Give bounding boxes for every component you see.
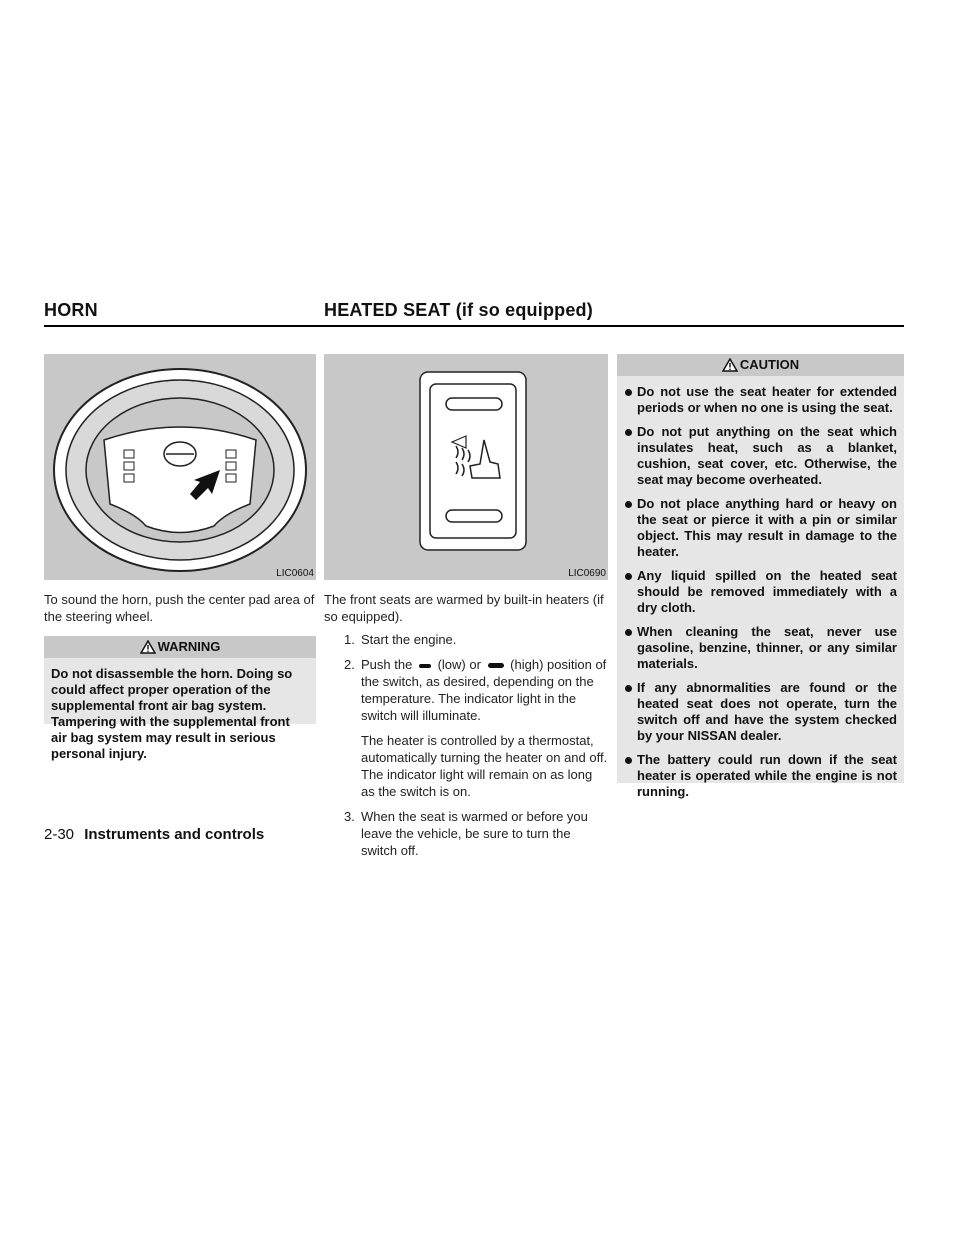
step-extra-text: The heater is controlled by a thermostat, automatically turning the heater on and off. The indicator light will remain on as long as the switch is on. <box>361 733 608 799</box>
step-text-low: (low) or <box>437 657 481 672</box>
step-text-high: (high) position of the switch, as desired, depending on the temperature. The indicator light in the switch will illuminate. <box>361 657 607 723</box>
caution-list <box>624 384 897 800</box>
seat-heater-figure <box>324 354 608 580</box>
heated-seat-intro: The front seats are warmed by built-in heaters (if so equipped). <box>324 592 604 624</box>
page-number: 2-30 <box>44 826 75 843</box>
step-number: 3. <box>344 809 355 824</box>
step-item <box>324 808 608 859</box>
heated-seat-column <box>324 591 608 867</box>
horn-intro: To sound the horn, push the center pad area of the steering wheel. <box>44 592 315 624</box>
caution-title-bar <box>617 354 904 376</box>
warning-box <box>44 636 316 761</box>
step-number: 1. <box>344 632 355 647</box>
warning-title: WARNING <box>157 639 221 654</box>
heading-rule <box>44 325 904 327</box>
caution-item: Any liquid spilled on the heated seat should be removed immediately with a dry cloth. <box>624 568 897 616</box>
step-text: Start the engine. <box>361 632 457 647</box>
caution-triangle-icon <box>722 358 738 372</box>
step-text-pre: Push the <box>361 657 413 672</box>
caution-item: When cleaning the seat, never use gasoline, benzine, thinner, or any similar materials. <box>624 624 897 672</box>
seat-heater-figure-label: LIC0690 <box>568 568 606 579</box>
page-footer <box>44 826 264 843</box>
caution-box <box>617 354 904 799</box>
step-item <box>324 631 608 648</box>
caution-item: Do not put anything on the seat which insulates heat, such as a blanket, cushion, seat cover, etc. Otherwise, the seat may become overheated. <box>624 424 897 488</box>
step-item <box>324 656 608 800</box>
heated-seat-steps <box>324 631 608 859</box>
steering-wheel-illustration <box>44 354 316 580</box>
caution-item: Do not place anything hard or heavy on the seat or pierce it with a pin or similar object. This may result in damage to the heater. <box>624 496 897 560</box>
section-name: Instruments and controls <box>84 826 265 843</box>
seat-heater-switch-illustration <box>324 354 608 580</box>
horn-figure <box>44 354 316 580</box>
horn-heading: HORN <box>44 300 98 320</box>
low-dash-icon <box>418 663 432 669</box>
heated-seat-heading: HEATED SEAT (if so equipped) <box>324 300 593 320</box>
caution-item: Do not use the seat heater for extended periods or when no one is using the seat. <box>624 384 897 416</box>
caution-item: The battery could run down if the seat heater is operated while the engine is not running. <box>624 752 897 800</box>
step-text: When the seat is warmed or before you leave the vehicle, be sure to turn the switch off. <box>361 809 588 858</box>
warning-triangle-icon <box>140 640 156 654</box>
caution-title: CAUTION <box>739 357 800 372</box>
horn-figure-label: LIC0604 <box>276 568 314 579</box>
warning-title-bar <box>44 636 316 658</box>
step-number: 2. <box>344 657 355 672</box>
caution-item: If any abnormalities are found or the heated seat does not operate, turn the switch off and have the system checked by your NISSAN dealer. <box>624 680 897 744</box>
high-dash-icon <box>487 662 505 669</box>
warning-text: Do not disassemble the horn. Doing so could affect proper operation of the supplemental front air bag system. Tampering with the supplemental front air bag system may result in serious personal injury. <box>51 666 293 761</box>
